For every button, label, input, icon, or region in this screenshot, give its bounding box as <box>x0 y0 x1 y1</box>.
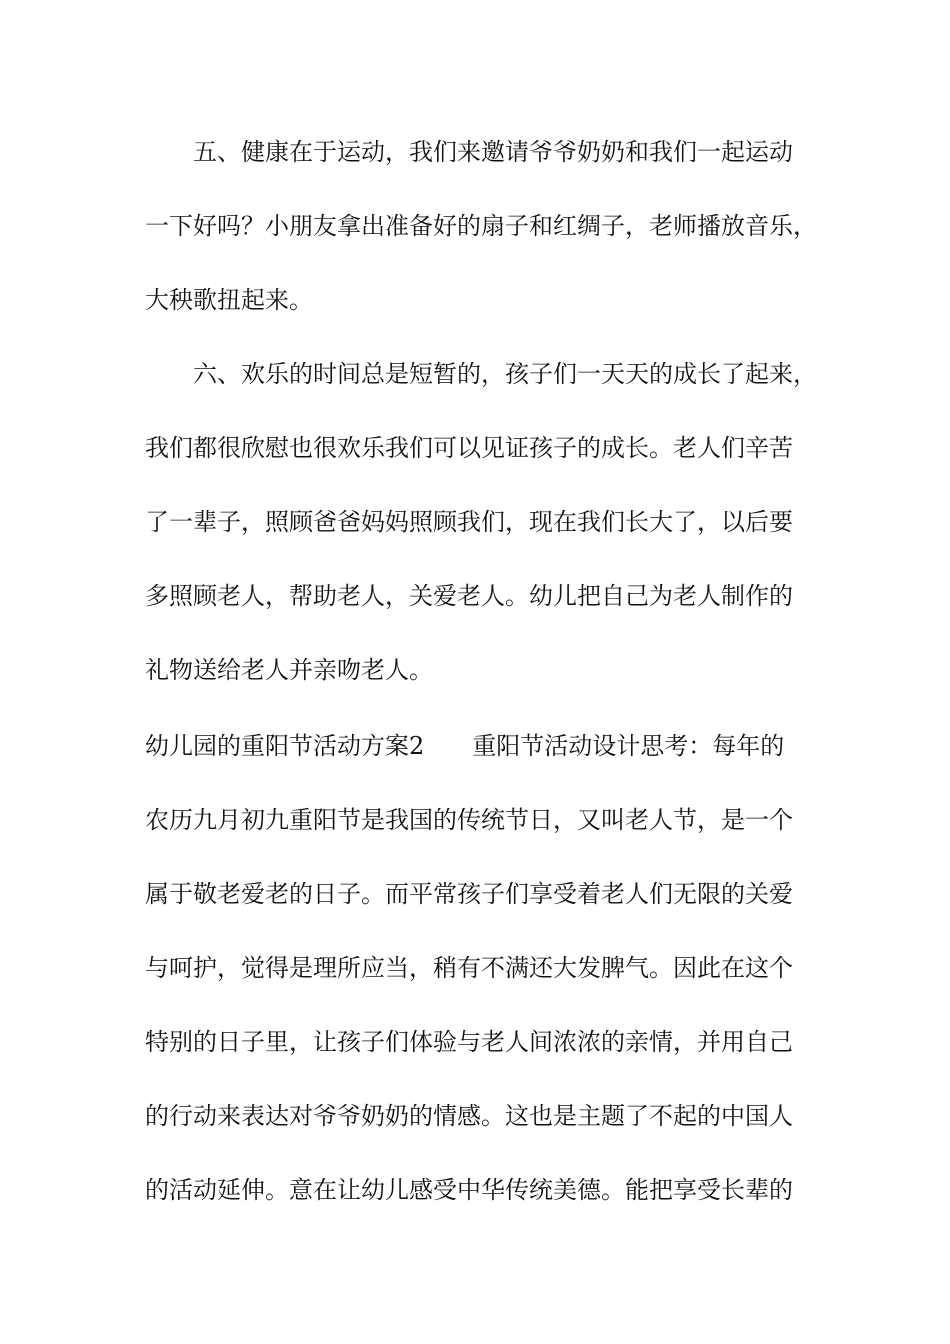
para5-line-2: 一下好吗？小朋友拿出准备好的扇子和红绸子，老师播放音乐， <box>145 212 817 240</box>
section2-line-7: 的活动延伸。意在让幼儿感受中华传统美德。能把享受长辈的 <box>145 1176 793 1204</box>
para6-line-5: 礼物送给老人并亲吻老人。 <box>145 656 433 684</box>
para6-line-1: 六、欢乐的时间总是短暂的，孩子们一天天的成长了起来， <box>193 360 817 388</box>
section-heading: 幼儿园的重阳节活动方案2 <box>145 732 425 760</box>
para5-line-3: 大秧歌扭起来。 <box>145 286 313 314</box>
para6-line-2: 我们都很欣慰也很欢乐我们可以见证孩子的成长。老人们辛苦 <box>145 434 793 462</box>
section2-line-2: 农历九月初九重阳节是我国的传统节日，又叫老人节，是一个 <box>145 806 793 834</box>
section2-line-1-rest: 重阳节活动设计思考：每年的 <box>472 732 785 760</box>
section2-first-line <box>145 726 784 766</box>
section2-line-3: 属于敬老爱老的日子。而平常孩子们享受着老人们无限的关爱 <box>145 880 793 908</box>
section2-line-5: 特别的日子里，让孩子们体验与老人间浓浓的亲情，并用自己 <box>145 1028 793 1056</box>
section2-line-4: 与呵护，觉得是理所应当，稍有不满还大发脾气。因此在这个 <box>145 954 793 982</box>
para6-line-3: 了一辈子，照顾爸爸妈妈照顾我们，现在我们长大了，以后要 <box>145 508 793 536</box>
para5-line-1: 五、健康在于运动，我们来邀请爷爷奶奶和我们一起运动 <box>193 138 793 166</box>
para6-line-4: 多照顾老人，帮助老人，关爱老人。幼儿把自己为老人制作的 <box>145 582 793 610</box>
section2-line-6: 的行动来表达对爷爷奶奶的情感。这也是主题了不起的中国人 <box>145 1102 793 1130</box>
